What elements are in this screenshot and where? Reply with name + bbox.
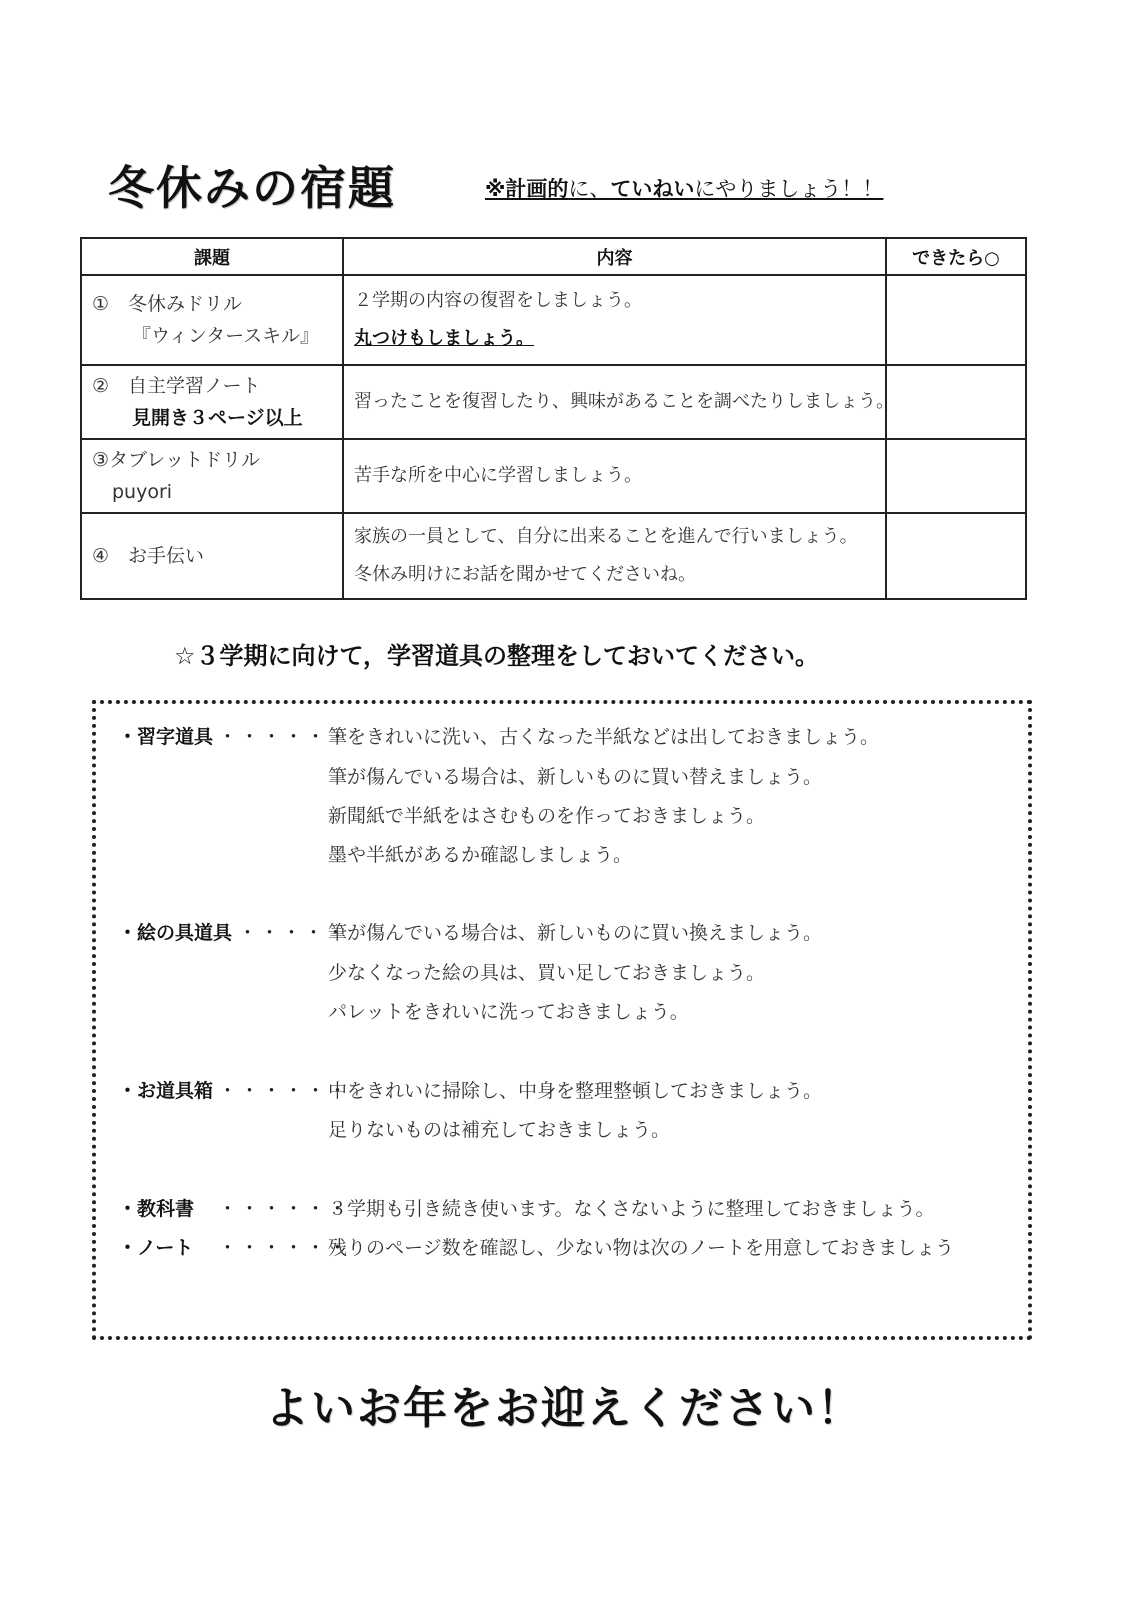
table-header-row (81, 238, 1026, 275)
note-suffix: にやりましょう！！ (694, 177, 884, 201)
note-prefix: ※計画的 (485, 177, 569, 201)
supplies-heading: ☆３学期に向けて，学習道具の整理をしておいてください。 (174, 642, 820, 670)
item-line: ３学期も引き続き使います。なくさないように整理しておきましょう。 (328, 1198, 935, 1220)
table-row (81, 513, 1026, 599)
header-done: できたら○ (886, 238, 1026, 275)
item-label: ・教科書 (118, 1198, 195, 1220)
note-bold: ていねい (610, 177, 695, 201)
done-cell (886, 439, 1026, 513)
closing-message: よいお年をお迎えください！ (265, 1383, 863, 1434)
task-cell (81, 439, 343, 513)
item-dots: ・・・・・・ (218, 726, 351, 748)
item-line: パレットをきれいに洗っておきましょう。 (328, 1001, 689, 1023)
item-label: ・絵の具道具 (118, 922, 233, 944)
planning-note (485, 173, 883, 203)
item-line: 残りのページ数を確認し、少ない物は次のノートを用意しておきましょう (328, 1237, 955, 1259)
task-detail: 『ウィンタースキル』 (132, 325, 319, 347)
item-dots: ・・・・・・ (218, 1198, 351, 1220)
done-cell (886, 513, 1026, 599)
content-cell (343, 365, 894, 439)
item-line: 少なくなった絵の具は、買い足しておきましょう。 (328, 962, 766, 984)
item-line: 筆をきれいに洗い、古くなった半紙などは出しておきましょう。 (328, 726, 880, 748)
done-cell (886, 275, 1026, 365)
supplies-box (92, 700, 1032, 1340)
content-line: 苦手な所を中心に学習しましょう。 (354, 465, 642, 486)
table-row (81, 439, 1026, 513)
item-line: 墨や半紙があるか確認しましょう。 (328, 844, 633, 866)
homework-table (80, 237, 1027, 600)
item-line: 筆が傷んでいる場合は、新しいものに買い換えましょう。 (328, 922, 823, 944)
content-line: 家族の一員として、自分に出来ることを進んで行いましょう。 (354, 526, 858, 547)
table-row (81, 365, 1026, 439)
item-line: 中をきれいに掃除し、中身を整理整頓しておきましょう。 (328, 1080, 823, 1102)
content-cell (343, 513, 886, 599)
task-cell (81, 365, 343, 439)
header-content: 内容 (343, 238, 886, 275)
item-label: ・習字道具 (118, 726, 214, 748)
item-dots: ・・・・・・ (218, 1080, 351, 1102)
item-dots: ・・・・・・ (218, 1237, 351, 1259)
content-line: ２学期の内容の復習をしましょう。 (354, 290, 642, 311)
item-line: 足りないものは補充しておきましょう。 (328, 1119, 671, 1141)
content-line: 冬休み明けにお話を聞かせてくださいね。 (354, 564, 696, 585)
done-cell (886, 365, 1026, 439)
task-name: ② 自主学習ノート (92, 375, 261, 397)
content-line-emphasis: 丸つけもしましょう。 (354, 328, 534, 349)
content-cell (343, 439, 886, 513)
task-cell (81, 513, 343, 599)
note-mid: に、 (568, 177, 611, 201)
task-detail: puyori (112, 481, 173, 503)
item-label: ・お道具箱 (118, 1080, 214, 1102)
task-name: ④ お手伝い (92, 545, 205, 567)
item-dots: ・・・・・ (238, 922, 349, 944)
page-title: 冬休みの宿題 (108, 161, 396, 215)
task-name: ③タブレットドリル (92, 449, 261, 471)
item-label: ・ノート (118, 1237, 194, 1259)
task-name: ① 冬休みドリル (92, 293, 243, 315)
table-row (81, 275, 1026, 365)
content-line: 習ったことを復習したり、興味があることを調べたりしましょう。 (354, 391, 894, 412)
header-task: 課題 (81, 238, 343, 275)
item-line: 筆が傷んでいる場合は、新しいものに買い替えましょう。 (328, 766, 823, 788)
task-detail: 見開き３ページ以上 (132, 407, 303, 429)
item-line: 新聞紙で半紙をはさむものを作っておきましょう。 (328, 805, 766, 827)
task-cell (81, 275, 343, 365)
content-cell (343, 275, 886, 365)
